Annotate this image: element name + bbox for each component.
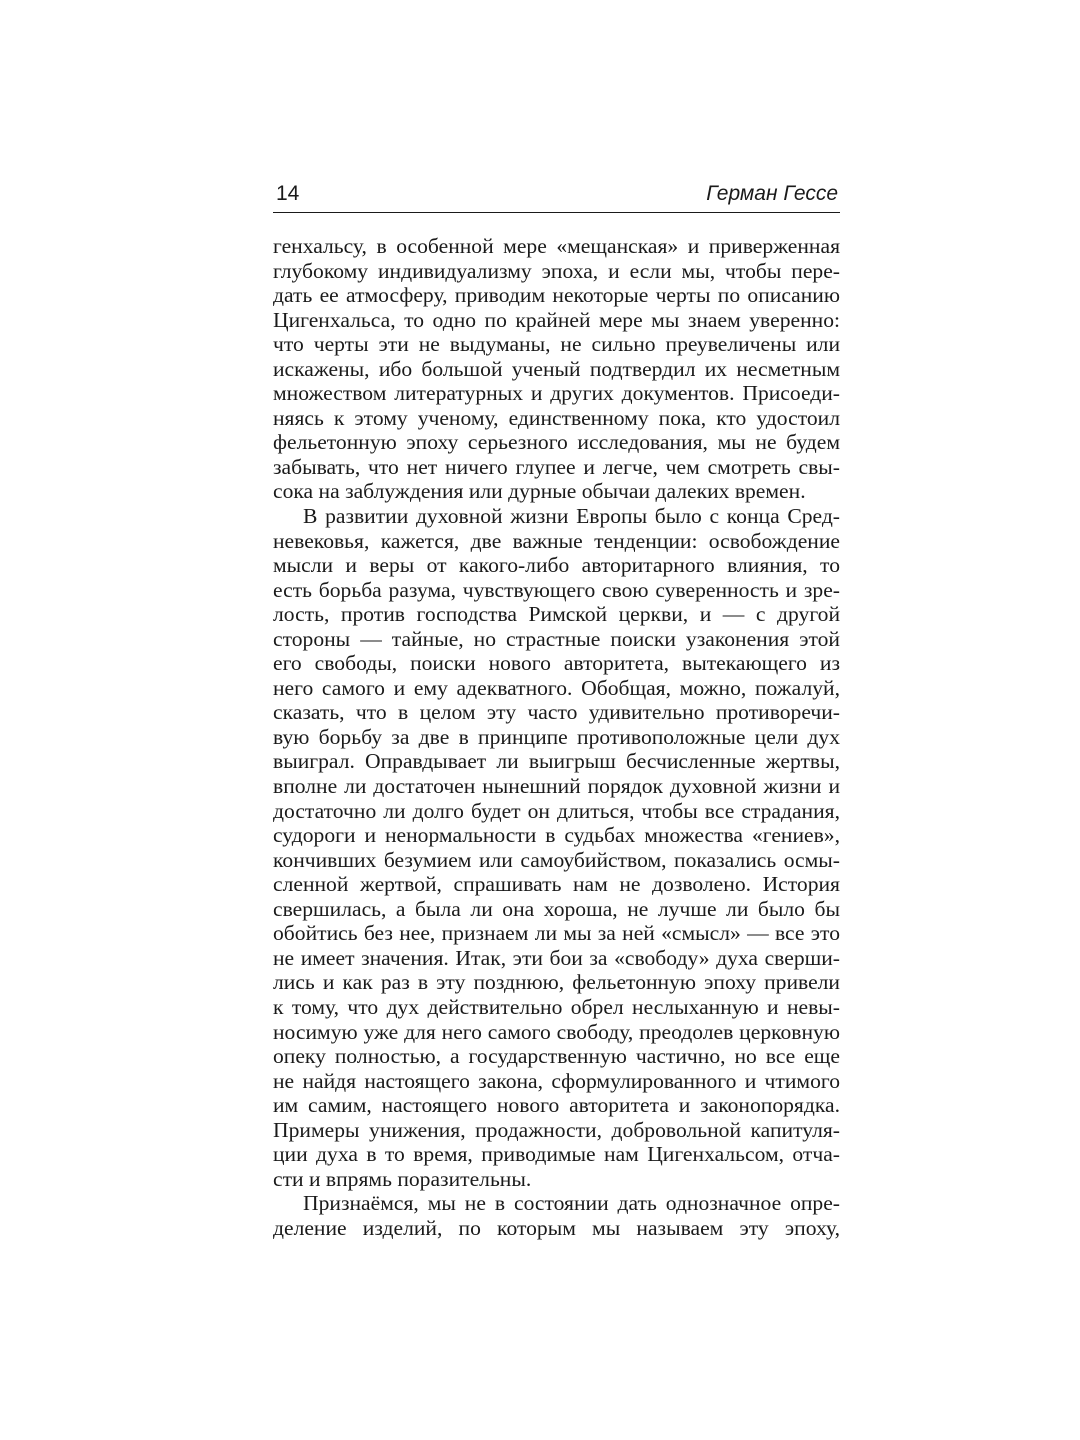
text-line: фельетонную эпоху серьезного исследования, мы не будем	[273, 430, 840, 455]
text-line: сленной жертвой, спрашивать нам не дозволено. История	[273, 872, 840, 897]
text-line: обойтись без нее, признаем ли мы за ней «смысл» — все это	[273, 921, 840, 946]
text-line: глубокому индивидуализму эпоха, и если мы, чтобы пере-	[273, 258, 840, 283]
text-line: лость, против господства Римской церкви, и — с другой	[273, 602, 840, 627]
text-line: сти и впрямь поразительны.	[273, 1166, 532, 1191]
text-line: ции духа в то время, приводимые нам Цигенхальсом, отча-	[273, 1142, 840, 1167]
text-line: Признаёмся, мы не в состоянии дать однозначное опре-	[303, 1191, 840, 1216]
text-line: сока на заблуждения или дурные обычаи далеких времен.	[273, 479, 806, 504]
text-line: дать ее атмосферу, приводим некоторые черты по описанию	[273, 283, 840, 308]
paragraph	[273, 1191, 840, 1240]
running-head-author: Герман Гессе	[706, 182, 838, 205]
text-line: к тому, что дух действительно обрел неслыханную и невы-	[273, 994, 840, 1019]
text-line: не найдя настоящего закона, сформулированного и чтимого	[273, 1068, 840, 1093]
text-line: него самого и ему адекватного. Обобщая, можно, пожалуй,	[273, 675, 840, 700]
paragraph	[273, 234, 840, 504]
text-line: опеку полностью, а государственную частично, но все еще	[273, 1044, 840, 1069]
text-line: деление изделий, по которым мы называем эту эпоху,	[273, 1215, 840, 1240]
text-line: судороги и ненормальности в судьбах множества «гениев»,	[273, 823, 840, 848]
text-line: сказать, что в целом эту часто удивительно противоречи-	[273, 700, 840, 725]
text-line: носимую уже для него самого свободу, преодолев церковную	[273, 1019, 840, 1044]
text-line: вую борьбу за две в принципе противоположные цели дух	[273, 724, 840, 749]
text-line: им самим, настоящего нового авторитета и законопорядка.	[273, 1093, 840, 1118]
text-line: стороны — тайные, но страстные поиски узаконения этой	[273, 626, 840, 651]
text-line: В развитии духовной жизни Европы было с конца Сред-	[303, 504, 840, 529]
text-line: вполне ли достаточен нынешний порядок духовной жизни и	[273, 774, 840, 799]
text-line: что черты эти не выдуманы, не сильно преувеличены или	[273, 332, 840, 357]
text-line: достаточно ли долго будет он длиться, чтобы все страдания,	[273, 798, 840, 823]
text-line: свершилась, а была ли она хороша, не лучше ли было бы	[273, 896, 840, 921]
text-line: не имеет значения. Итак, эти бои за «свободу» духа сверши-	[273, 945, 840, 970]
text-line: Примеры унижения, продажности, добровольной капитуля-	[273, 1117, 840, 1142]
text-line: няясь к этому ученому, единственному пока, кто удостоил	[273, 405, 840, 430]
text-line: невековья, кажется, две важные тенденции: освобождение	[273, 528, 840, 553]
text-line: генхальсу, в особенной мере «мещанская» и приверженная	[273, 234, 840, 258]
text-line: забывать, что нет ничего глупее и легче, чем смотреть свы-	[273, 454, 840, 479]
text-line: искажены, ибо большой ученый подтвердил их несметным	[273, 356, 840, 381]
text-line: множеством литературных и других документов. Присоеди-	[273, 381, 840, 406]
running-head	[273, 178, 840, 213]
page-number: 14	[276, 182, 300, 205]
text-line: Цигенхальса, то одно по крайней мере мы знаем уверенно:	[273, 307, 840, 332]
paragraph	[273, 504, 840, 1191]
text-line: мысли и веры от какого-либо авторитарного влияния, то	[273, 553, 840, 578]
body-text	[273, 234, 840, 1240]
text-line: его свободы, поиски нового авторитета, вытекающего из	[273, 651, 840, 676]
text-line: есть борьба разума, чувствующего свою суверенность и зре-	[273, 577, 840, 602]
text-line: кончивших безумием или самоубийством, показались осмы-	[273, 847, 840, 872]
text-line: лись и как раз в эту позднюю, фельетонную эпоху привели	[273, 970, 840, 995]
text-line: выиграл. Оправдывает ли выигрыш бесчисленные жертвы,	[273, 749, 840, 774]
